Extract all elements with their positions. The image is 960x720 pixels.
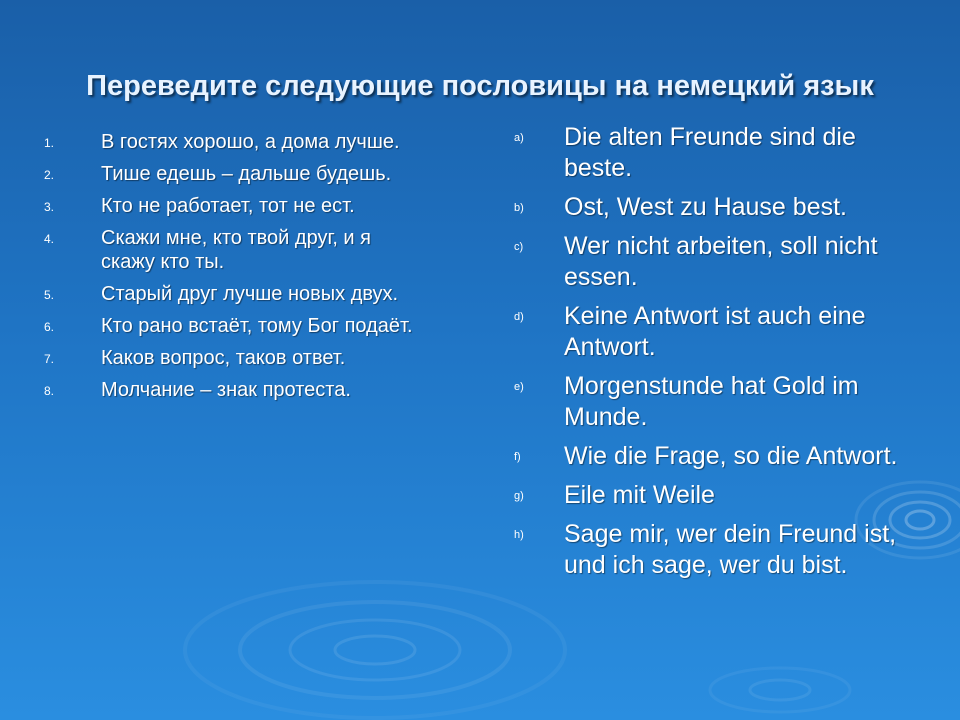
proverb-text: Скажи мне, кто твой друг, и я скажу кто ты. bbox=[101, 227, 371, 273]
proverb-text: В гостях хорошо, а дома лучше. bbox=[101, 131, 400, 153]
proverb-text: Wie die Frage, so die Antwort. bbox=[564, 442, 898, 470]
list-marker: f) bbox=[514, 451, 521, 463]
proverb-text: Morgenstunde hat Gold im Munde. bbox=[564, 372, 859, 431]
list-marker: d) bbox=[514, 311, 524, 323]
list-item bbox=[514, 519, 914, 581]
list-marker: 7. bbox=[44, 352, 55, 366]
proverb-text: Кто рано встаёт, тому Бог подаёт. bbox=[101, 315, 413, 337]
german-proverbs-list bbox=[514, 122, 914, 589]
list-item bbox=[514, 122, 914, 184]
list-marker: 3. bbox=[44, 200, 55, 214]
list-marker: h) bbox=[514, 529, 524, 541]
list-marker: a) bbox=[514, 132, 524, 144]
list-marker: 2. bbox=[44, 168, 55, 182]
list-marker: 8. bbox=[44, 384, 55, 398]
list-marker: g) bbox=[514, 490, 524, 502]
ripple-ring bbox=[290, 620, 460, 680]
list-item bbox=[44, 130, 424, 154]
proverb-text: Старый друг лучше новых двух. bbox=[101, 283, 399, 305]
list-item bbox=[44, 378, 424, 402]
proverb-text: Кто не работает, тот не ест. bbox=[101, 195, 355, 217]
proverb-text: Каков вопрос, таков ответ. bbox=[101, 347, 346, 369]
list-item bbox=[514, 231, 914, 293]
list-item bbox=[514, 371, 914, 433]
list-marker: e) bbox=[514, 381, 524, 393]
list-item bbox=[44, 162, 424, 186]
proverb-text: Die alten Freunde sind die beste. bbox=[564, 123, 856, 182]
list-item bbox=[514, 441, 914, 472]
proverb-text: Eile mit Weile bbox=[564, 481, 715, 509]
proverb-text: Ost, West zu Hause best. bbox=[564, 193, 847, 221]
list-item bbox=[44, 346, 424, 370]
russian-proverbs-list bbox=[44, 130, 424, 410]
list-marker: 4. bbox=[44, 232, 55, 246]
list-marker: b) bbox=[514, 202, 524, 214]
ripple-ring bbox=[750, 680, 810, 700]
proverb-text: Keine Antwort ist auch eine Antwort. bbox=[564, 302, 866, 361]
proverb-text: Sage mir, wer dein Freund ist, und ich sage, wer du bist. bbox=[564, 520, 897, 579]
proverb-text: Wer nicht arbeiten, soll nicht essen. bbox=[564, 232, 878, 291]
list-item bbox=[514, 480, 914, 511]
ripple-ring bbox=[710, 668, 850, 712]
proverb-text: Тише едешь – дальше будешь. bbox=[101, 163, 392, 185]
list-marker: 1. bbox=[44, 136, 55, 150]
ripple-ring bbox=[335, 636, 415, 664]
list-item bbox=[44, 314, 424, 338]
list-marker: 5. bbox=[44, 288, 55, 302]
list-item bbox=[44, 282, 424, 306]
ripple-ring bbox=[240, 602, 510, 698]
list-item bbox=[44, 194, 424, 218]
proverb-text: Молчание – знак протеста. bbox=[101, 379, 351, 401]
list-item bbox=[514, 192, 914, 223]
list-item bbox=[44, 226, 424, 274]
slide-title: Переведите следующие пословицы на немецкий язык bbox=[86, 70, 874, 102]
list-item bbox=[514, 301, 914, 363]
list-marker: c) bbox=[514, 241, 524, 253]
list-marker: 6. bbox=[44, 320, 55, 334]
